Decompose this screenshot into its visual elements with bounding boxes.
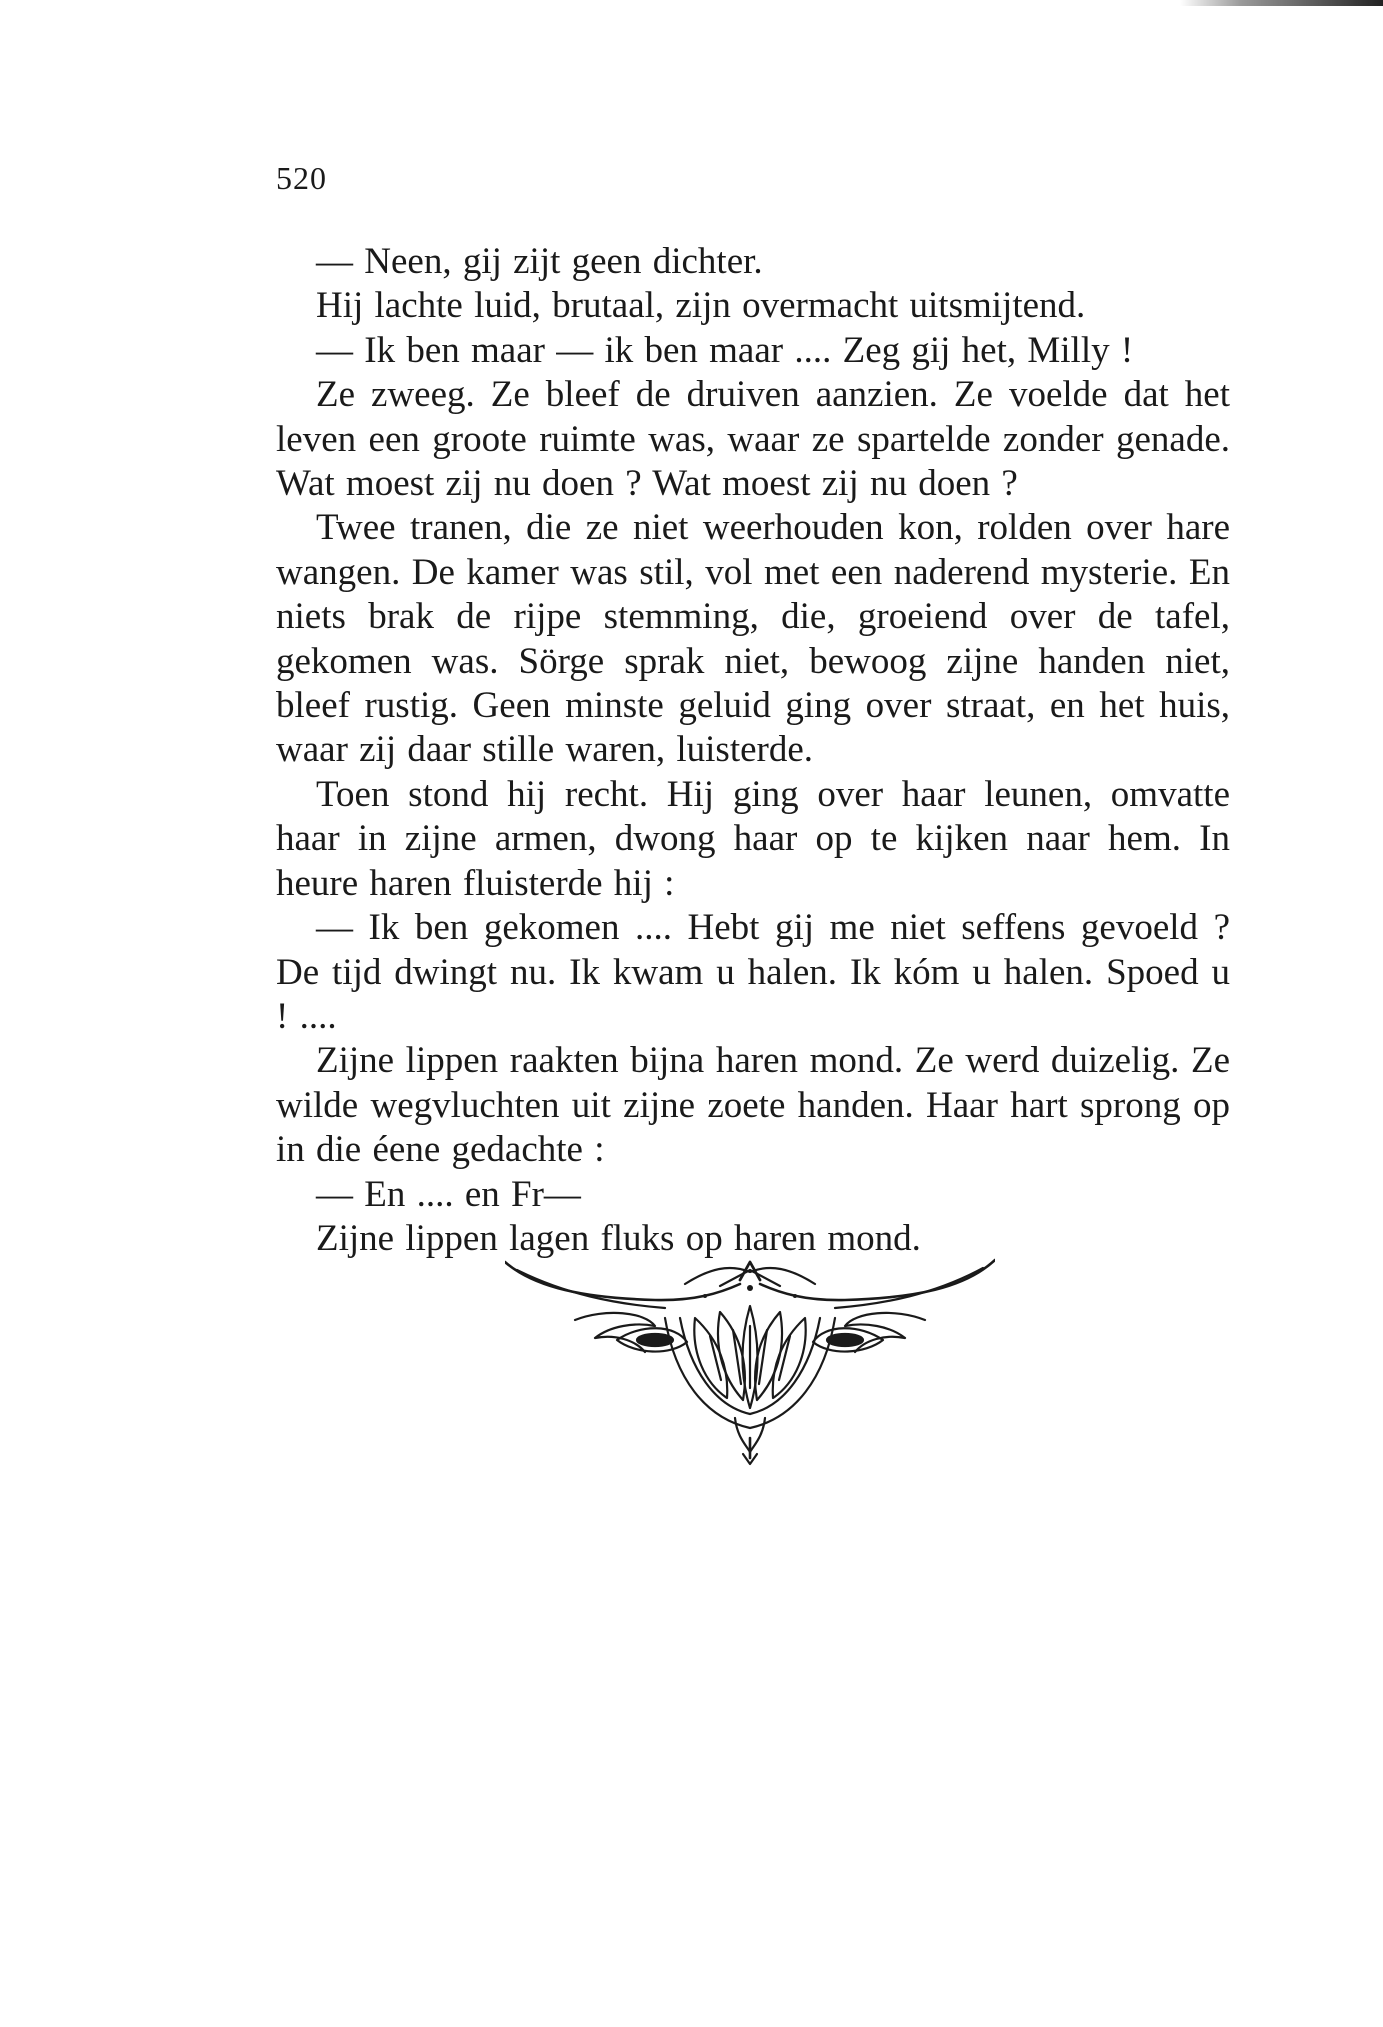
paragraph: — Neen, gij zijt geen dichter. <box>316 241 763 282</box>
paragraph: Twee tranen, die ze niet weerhouden kon, rolden over hare wangen. De kamer was stil, vol met een naderend mysterie. En niets brak de rijpe stemming, die, groeiend over de tafel, gekomen was. Sörge sprak niet, bewoog zijne handen niet, bleef rustig. Geen minste geluid ging over straat, en het huis, waar zij daar stille waren, luisterde. <box>276 507 1230 771</box>
paragraph: — Ik ben gekomen .... Hebt gij me niet seffens gevoeld ? De tijd dwingt nu. Ik kwam u halen. Ik kóm u halen. Spoed u ! .... <box>276 907 1230 1037</box>
paragraph: Toen stond hij recht. Hij ging over haar leunen, omvatte haar in zijne armen, dwong haar op te kijken naar hem. In heure haren fluisterde hij : <box>276 773 1230 904</box>
paragraph: Hij lachte luid, brutaal, zijn overmacht uitsmijtend. <box>316 285 1086 327</box>
top-edge-rule <box>1180 0 1383 6</box>
paragraph: — En .... en Fr— <box>316 1173 581 1215</box>
floral-tailpiece-icon <box>505 1258 995 1678</box>
paragraph: Ze zweeg. Ze bleef de druiven aanzien. Ze voelde dat het leven een groote ruimte was, waar ze spartelde zonder genade. Wat moest zij nu doen ? Wat moest zij nu doen ? <box>276 374 1230 505</box>
paragraph: Zijne lippen raakten bijna haren mond. Ze werd duizelig. Ze wilde wegvluchten uit zijne zoete handen. Haar hart sprong op in die éene gedachte : <box>276 1040 1230 1171</box>
body-text <box>276 240 1230 1261</box>
page-number: 520 <box>276 160 327 196</box>
paragraph: Zijne lippen lagen fluks op haren mond. <box>316 1217 921 1259</box>
paragraph: — Ik ben maar — ik ben maar .... Zeg gij het, Milly ! <box>316 329 1134 371</box>
